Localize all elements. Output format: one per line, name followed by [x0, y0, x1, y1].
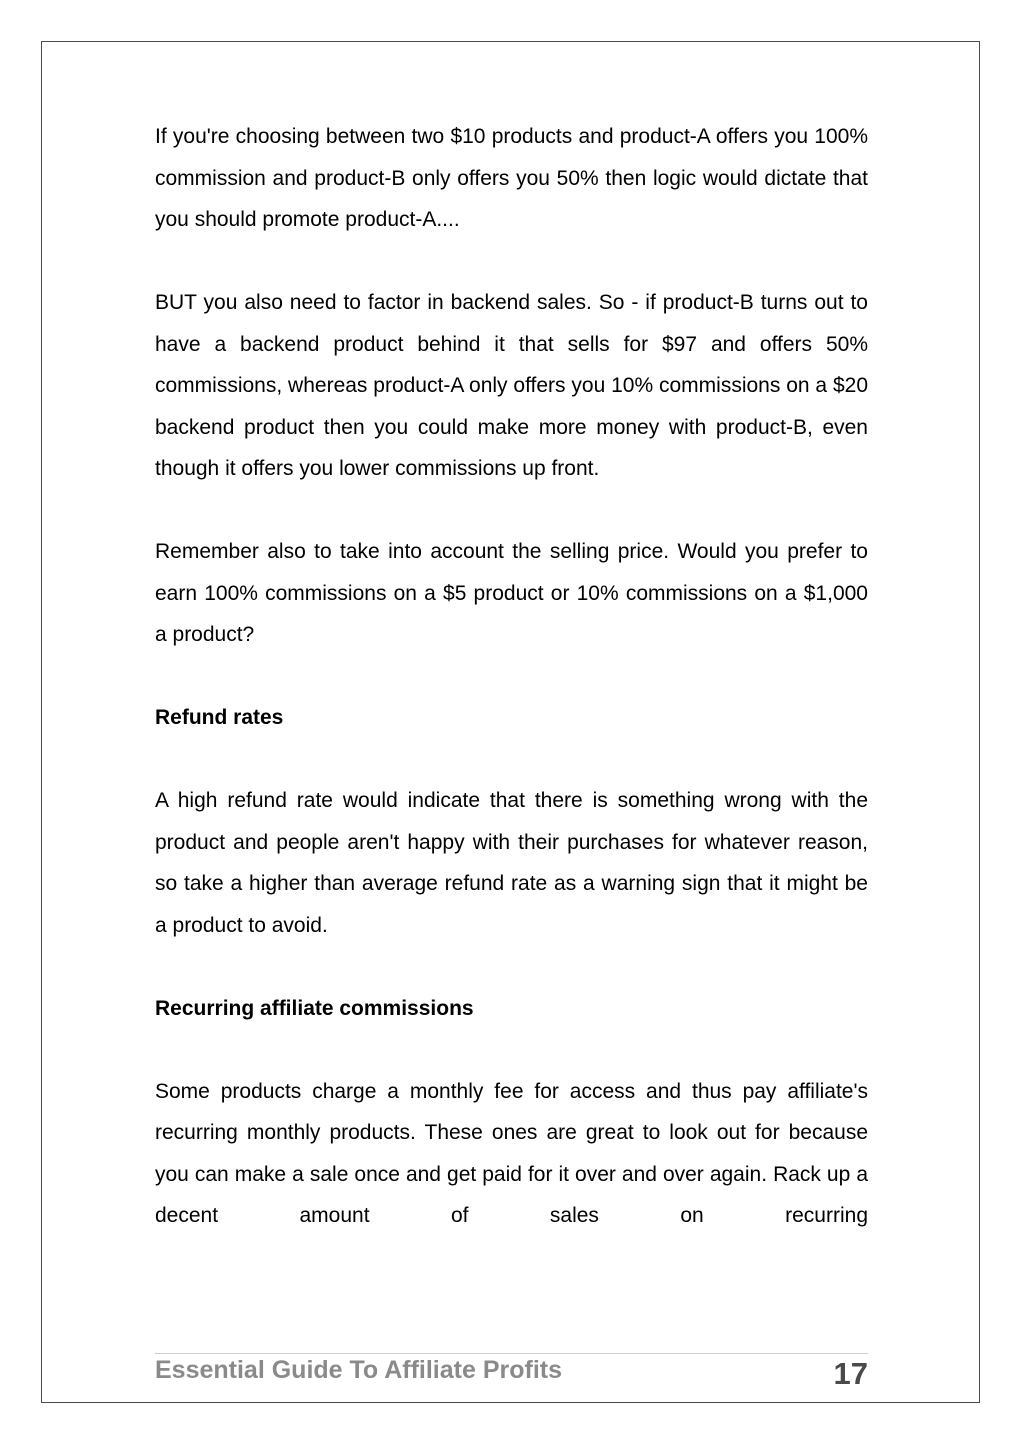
page-number: 17 — [833, 1356, 868, 1391]
paragraph-recurring-commissions: Some products charge a monthly fee for access and thus pay affiliate's recurring monthly products. These ones are great to look out for because you can make a sale once and get paid for it over and over again. Rack up a decent amount of sales on recurring — [155, 1079, 868, 1227]
paragraph-refund-rates: A high refund rate would indicate that there is something wrong with the product and people aren't happy with their purchases for whatever reason, so take a higher than average refund rate as a warning sign that it might be a product to avoid. — [155, 789, 868, 937]
heading-recurring-commissions: Recurring affiliate commissions — [155, 996, 474, 1020]
paragraph-commission-comparison: If you're choosing between two $10 products and product-A offers you 100% commission and product-B only offers you 50% then logic would dictate that you should promote product-A.... — [155, 125, 868, 231]
page-content — [155, 116, 868, 1237]
paragraph-selling-price: Remember also to take into account the selling price. Would you prefer to earn 100% commissions on a $5 product or 10% commissions on a $1,000 a product? — [155, 540, 868, 646]
footer-divider — [155, 1353, 868, 1354]
footer-book-title: Essential Guide To Affiliate Profits — [155, 1356, 563, 1384]
paragraph-backend-sales: BUT you also need to factor in backend sales. So - if product-B turns out to have a backend product behind it that sells for $97 and offers 50% commissions, whereas product-A only offers you 10% commissions on a $20 backend product then you could make more money with product-B, even though it offers you lower commissions up front. — [155, 291, 868, 480]
heading-refund-rates: Refund rates — [155, 706, 284, 729]
